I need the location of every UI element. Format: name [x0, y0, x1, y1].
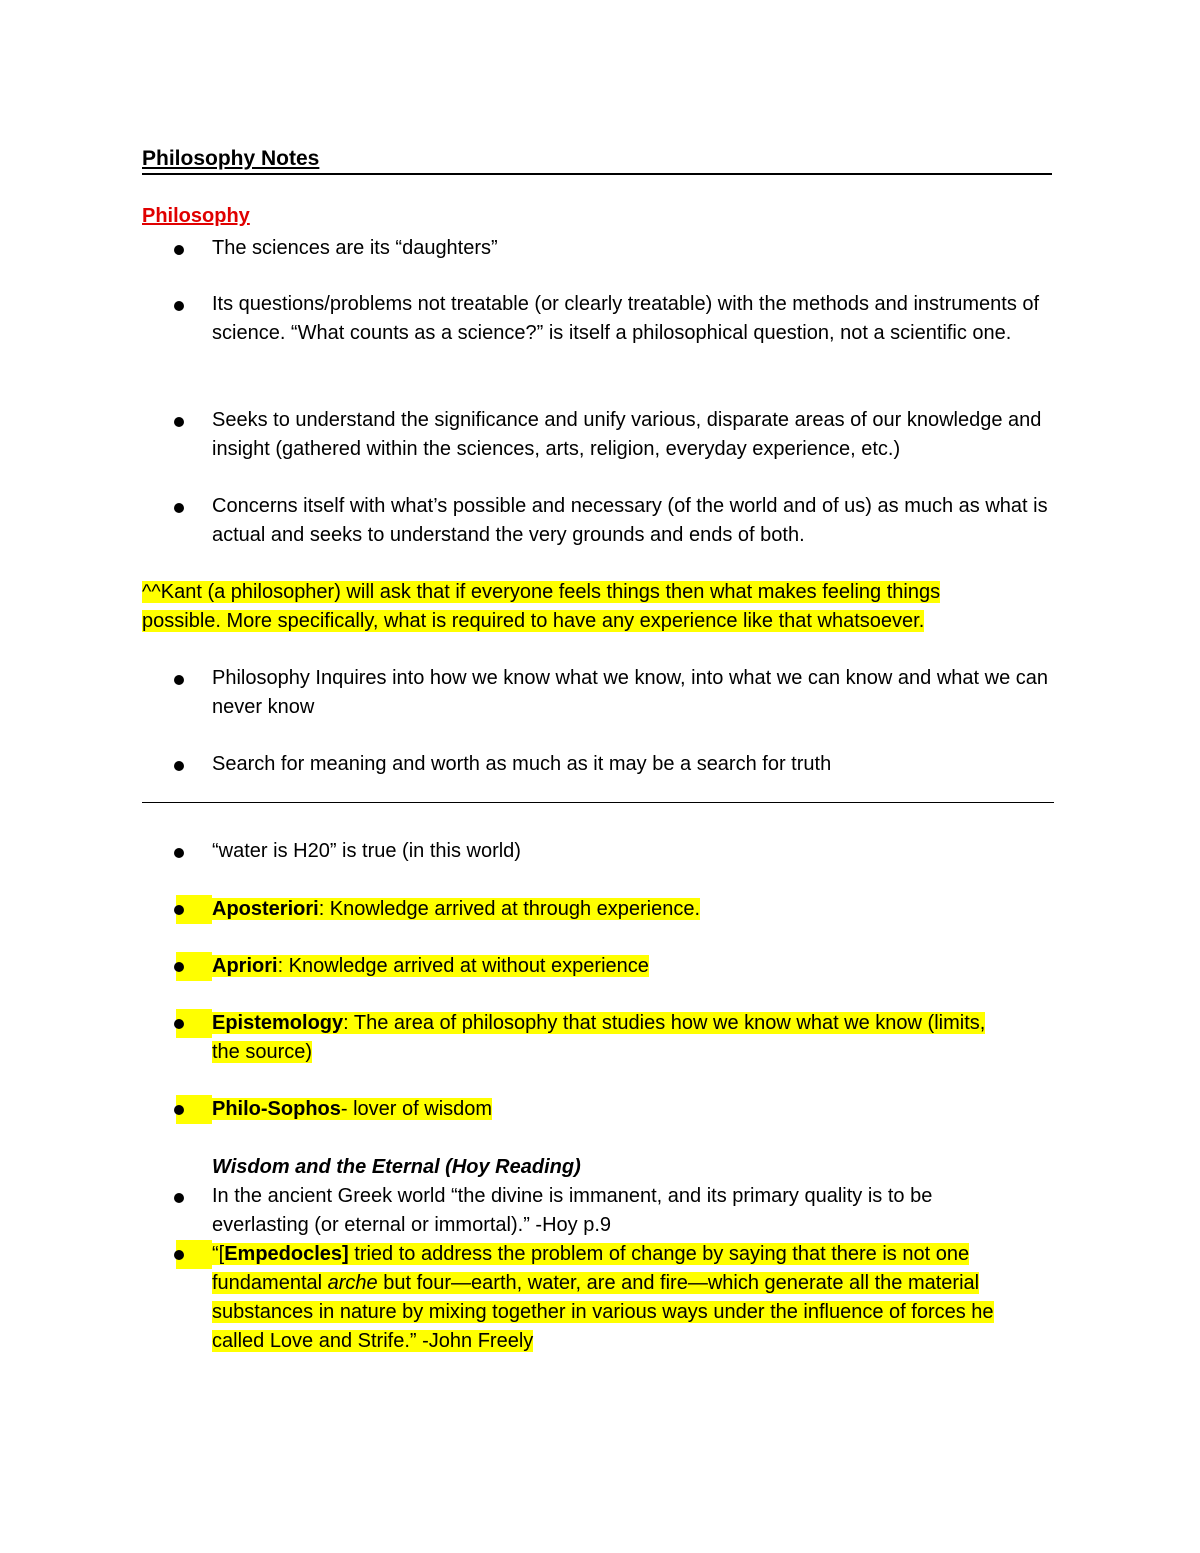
list-item-text: Seeks to understand the significance and unify various, disparate areas of our knowledge and insight (gathered within the sciences, arts, religion, everyday experience, etc.) — [212, 409, 1042, 460]
list-item-text — [212, 1240, 1067, 1356]
term-aposteriori: Aposteriori — [212, 898, 319, 920]
list-item-text — [212, 1009, 1067, 1067]
def-apriori: : Knowledge arrived at without experience — [277, 955, 649, 977]
page-title: Philosophy Notes — [142, 147, 320, 170]
greek-line2: everlasting (or eternal or immortal).” -Hoy p.9 — [212, 1214, 612, 1236]
bullet-icon — [174, 301, 184, 311]
section-heading: Philosophy — [142, 205, 250, 227]
bullet-icon — [174, 761, 184, 771]
def-philo-sophos: - lover of wisdom — [340, 1098, 493, 1120]
bullet-icon — [174, 417, 184, 427]
kant-note — [142, 578, 1067, 636]
bullet-icon — [174, 905, 184, 915]
list-item-text: “water is H20” is true (in this world) — [212, 840, 521, 862]
empedocles-name: Empedocles] — [224, 1243, 349, 1265]
list-item-text — [212, 1182, 1067, 1240]
term-apriori: Apriori — [212, 955, 278, 977]
bullet-icon — [174, 1193, 184, 1203]
list-item-text: The sciences are its “daughters” — [212, 237, 498, 259]
bullet-icon — [174, 848, 184, 858]
emp-line3: substances in nature by mixing together in various ways under the influence of forces he — [212, 1301, 994, 1323]
term-philo-sophos: Philo-Sophos — [212, 1098, 341, 1120]
def-aposteriori: : Knowledge arrived at through experience. — [318, 898, 701, 920]
greek-line1: In the ancient Greek world “the divine is immanent, and its primary quality is to be — [212, 1185, 933, 1207]
bullet-icon — [174, 1105, 184, 1115]
def-epistemology-line1: : The area of philosophy that studies how we know what we know (limits, — [343, 1012, 986, 1034]
kant-note-line2: possible. More specifically, what is required to have any experience like that whatsoever. — [142, 610, 925, 632]
list-item-text — [212, 952, 1067, 981]
bullet-icon — [174, 1019, 184, 1029]
emp-line1: tried to address the problem of change by saying that there is not one — [348, 1243, 970, 1265]
emp-line4: called Love and Strife.” -John Freely — [212, 1330, 534, 1352]
term-epistemology: Epistemology — [212, 1012, 344, 1034]
bullet-icon — [174, 245, 184, 255]
quote-open: “[ — [212, 1243, 225, 1265]
list-item-text: Philosophy Inquires into how we know what we know, into what we can know and what we can never know — [212, 667, 1049, 718]
list-item-text — [212, 1095, 1067, 1124]
list-item-text: Concerns itself with what’s possible and necessary (of the world and of us) as much as what is actual and seeks to understand the very grounds and ends of both. — [212, 495, 1048, 546]
list-item-text — [212, 895, 1067, 924]
list-item-text: Search for meaning and worth as much as it may be a search for truth — [212, 753, 832, 775]
emp-line2-b: but four—earth, water, are and fire—which generate all the material — [377, 1272, 980, 1294]
bullet-icon — [174, 675, 184, 685]
bullet-icon — [174, 962, 184, 972]
list-item-text: Its questions/problems not treatable (or clearly treatable) with the methods and instruments of science. “What counts as a science?” is itself a philosophical question, not a scientific one. — [212, 293, 1040, 344]
arche-word: arche — [327, 1272, 378, 1294]
horizontal-divider — [142, 802, 1054, 803]
kant-note-line1: ^^Kant (a philosopher) will ask that if everyone feels things then what makes feeling things — [142, 581, 941, 603]
bullet-icon — [174, 503, 184, 513]
title-row — [142, 145, 1052, 175]
emp-line2-a: fundamental — [212, 1272, 328, 1294]
reading-heading: Wisdom and the Eternal (Hoy Reading) — [212, 1156, 581, 1178]
def-epistemology-line2: the source) — [212, 1041, 313, 1063]
bullet-icon — [174, 1250, 184, 1260]
